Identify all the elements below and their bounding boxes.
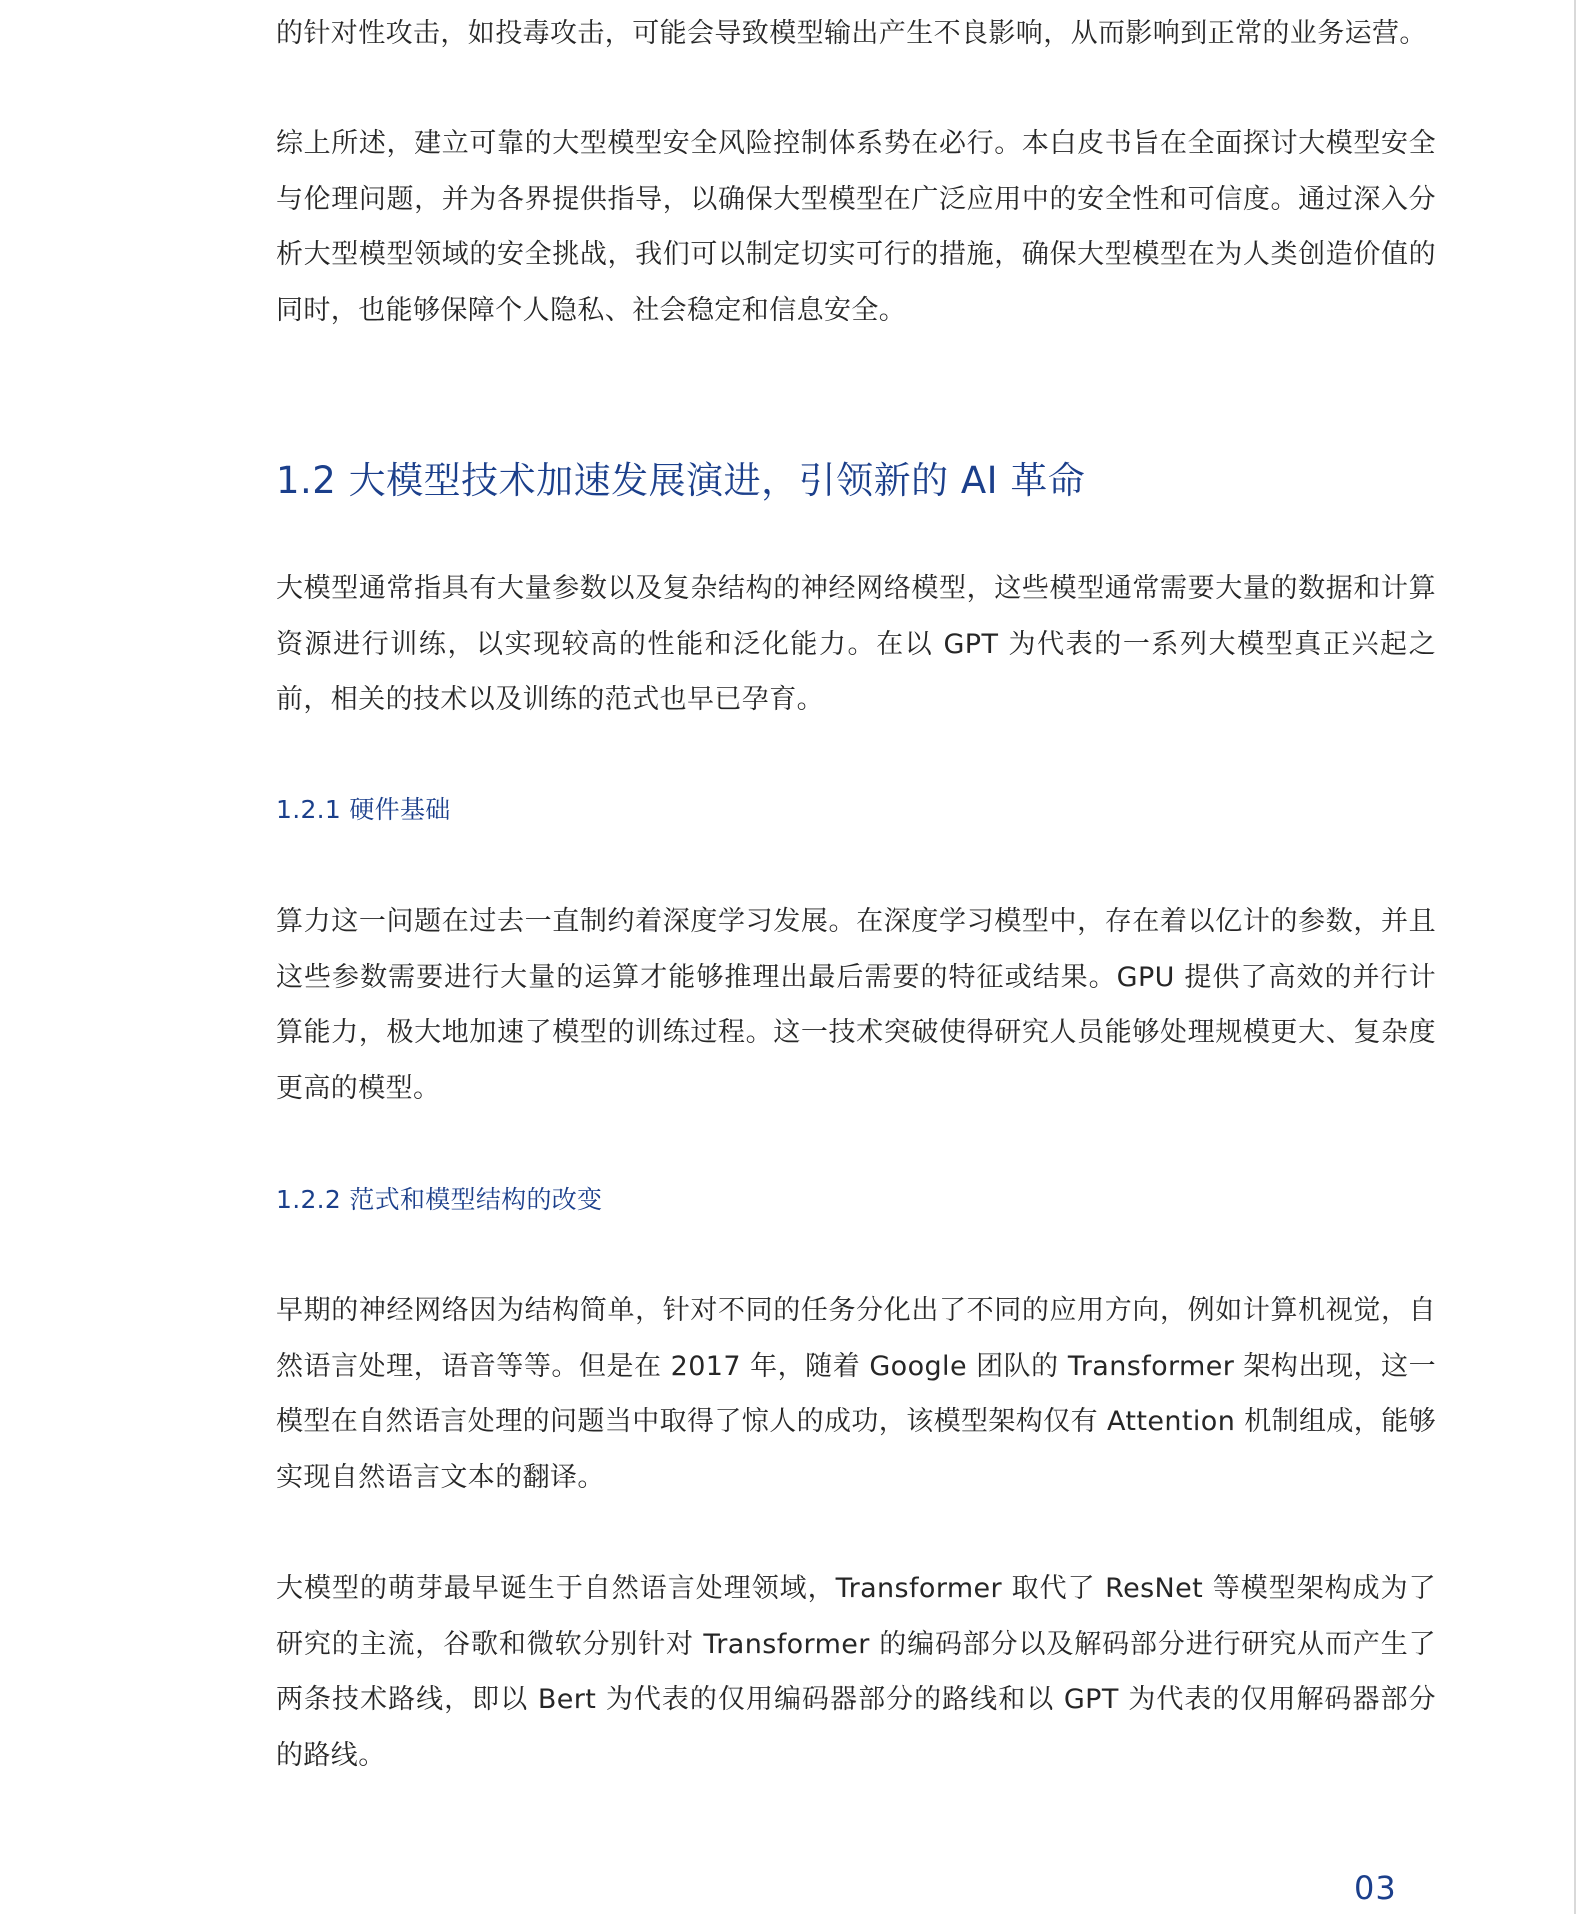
paragraph-summary: 综上所述，建立可靠的大型模型安全风险控制体系势在必行。本白皮书旨在全面探讨大模型安全与伦理问题，并为各界提供指导，以确保大型模型在广泛应用中的安全性和可信度。通过深入分析大型模型领域的安全挑战，我们可以制定切实可行的措施，确保大型模型在为人类创造价值的同时，也能够保障个人隐私、社会稳定和信息安全。 — [276, 128, 1436, 326]
section-heading-1-2: 1.2 大模型技术加速发展演进，引领新的 AI 革命 — [276, 459, 1086, 502]
paragraph-hardware-basis: 算力这一问题在过去一直制约着深度学习发展。在深度学习模型中，存在着以亿计的参数，并且这些参数需要进行大量的运算才能够推理出最后需要的特征或结果。GPU 提供了高效的并行计算能力，极大地加速了模型的训练过程。这一技术突破使得研究人员能够处理规模更大、复杂度更高的模型。 — [276, 906, 1436, 1104]
paragraph-technical-routes: 大模型的萌芽最早诞生于自然语言处理领域，Transformer 取代了 ResNet 等模型架构成为了研究的主流，谷歌和微软分别针对 Transformer 的编码部分以及解码部分进行研究从而产生了两条技术路线，即以 Bert 为代表的仅用编码器部分的路线和以 GPT 为代表的仅用解码器部分的路线。 — [276, 1573, 1436, 1771]
paragraph-large-model-intro: 大模型通常指具有大量参数以及复杂结构的神经网络模型，这些模型通常需要大量的数据和计算资源进行训练，以实现较高的性能和泛化能力。在以 GPT 为代表的一系列大模型真正兴起之前，相关的技术以及训练的范式也早已孕育。 — [276, 573, 1436, 715]
page-number: 03 — [1354, 1869, 1397, 1907]
subsection-heading-1-2-2: 1.2.2 范式和模型结构的改变 — [276, 1185, 603, 1214]
subsection-heading-1-2-1: 1.2.1 硬件基础 — [276, 795, 451, 824]
paragraph-attack-impact: 的针对性攻击，如投毒攻击，可能会导致模型输出产生不良影响，从而影响到正常的业务运营。 — [276, 18, 1427, 49]
paragraph-transformer-origin: 早期的神经网络因为结构简单，针对不同的任务分化出了不同的应用方向，例如计算机视觉，自然语言处理，语音等等。但是在 2017 年，随着 Google 团队的 Transformer 架构出现，这一模型在自然语言处理的问题当中取得了惊人的成功，该模型架构仅有 Attention 机制组成，能够实现自然语言文本的翻译。 — [276, 1295, 1436, 1493]
